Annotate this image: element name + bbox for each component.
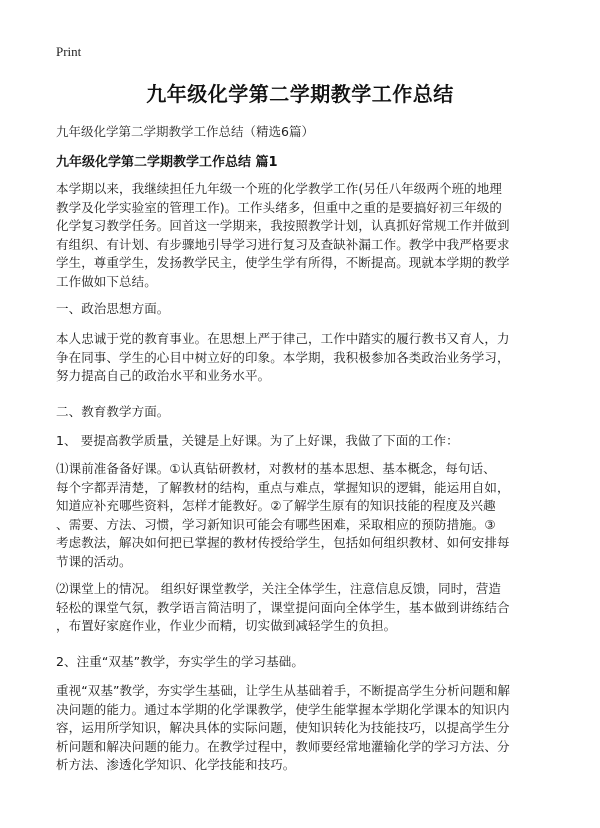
text-line: 努力提高自己的政治水平和业务水平。 bbox=[56, 368, 271, 384]
text-line: 化学复习教学任务。回首这一学期来，我按照教学计划，认真抓好常规工作并做到 bbox=[56, 218, 510, 234]
text-line: 决问题的能力。通过本学期的化学课教学，使学生能掌握本学期化学课本的知识内 bbox=[56, 701, 510, 717]
preparation-paragraph bbox=[56, 460, 556, 572]
text-line: 学生，尊重学生，发扬教学民主，使学生学有所得，不断提高。现就本学期的教学 bbox=[56, 255, 510, 271]
intro-paragraph bbox=[56, 180, 556, 292]
politics-heading: 一、政治思想方面。 bbox=[56, 301, 170, 316]
text-line: 工作做如下总结。 bbox=[56, 273, 157, 289]
text-line: 容，运用所学知识，解决具体的实际问题，使知识转化为技能技巧，以提高学生分 bbox=[56, 720, 510, 736]
document-title: 九年级化学第二学期教学工作总结 bbox=[146, 82, 454, 106]
text-line: ⑵课堂上的情况。 组织好课堂教学，关注全体学生，注意信息反馈，同时，营造 bbox=[56, 581, 502, 596]
text-line: 争在同事、学生的心目中树立好的印象。本学期，我积极参加各类政治业务学习， bbox=[56, 349, 510, 365]
section-heading: 九年级化学第二学期教学工作总结 篇1 bbox=[56, 155, 278, 170]
item-one: 1、 要提高教学质量，关键是上好课。为了上好课，我做了下面的工作： bbox=[56, 433, 459, 448]
text-line: 轻松的课堂气氛，教学语言简洁明了，课堂提问面向全体学生，基本做到讲练结合 bbox=[56, 599, 510, 615]
text-line: 本人忠诚于党的教育事业。在思想上严于律己，工作中踏实的履行教书又育人，力 bbox=[56, 331, 510, 346]
item-two: 2、注重“双基”教学，夯实学生的学习基础。 bbox=[56, 654, 305, 669]
politics-paragraph bbox=[56, 330, 556, 386]
print-link[interactable]: Print bbox=[56, 44, 82, 59]
teaching-heading: 二、教育教学方面。 bbox=[56, 404, 170, 419]
text-line: 节课的活动。 bbox=[56, 553, 132, 569]
text-line: 知道应补充哪些资料，怎样才能教好。②了解学生原有的知识技能的程度及兴趣 bbox=[56, 498, 496, 514]
text-line: 教学及化学实验室的管理工作)。工作头绪多，但重中之重的是要搞好初三年级的 bbox=[56, 199, 502, 215]
text-line: 析问题和解决问题的能力。在教学过程中，教师要经常地灌输化学的学习方法、分 bbox=[56, 738, 510, 754]
text-line: 有组织、有计划、有步骤地引导学习进行复习及查缺补漏工作。教学中我严格要求 bbox=[56, 236, 510, 252]
text-line: 考虑教法，解决如何把已掌握的教材传授给学生，包括如何组织教材、如何安排每 bbox=[56, 535, 510, 551]
text-line: 每个字都弄清楚，了解教材的结构，重点与难点，掌握知识的逻辑，能运用自如， bbox=[56, 479, 510, 495]
document-subtitle: 九年级化学第二学期教学工作总结（精选6篇） bbox=[56, 124, 314, 139]
text-line: 析方法、渗透化学知识、化学技能和技巧。 bbox=[56, 757, 296, 773]
text-line: 重视“双基”教学，夯实学生基础，让学生从基础着手，不断提高学生分析问题和解 bbox=[56, 683, 511, 698]
text-line: 、需要、方法、习惯，学习新知识可能会有哪些困难，采取相应的预防措施。③ bbox=[56, 516, 496, 532]
basics-paragraph bbox=[56, 682, 556, 775]
classroom-paragraph bbox=[56, 580, 556, 636]
text-line: ，布置好家庭作业，作业少而精，切实做到减轻学生的负担。 bbox=[56, 618, 397, 634]
text-line: ⑴课前准备备好课。①认真钻研教材，对教材的基本思想、基本概念，每句话、 bbox=[56, 461, 496, 476]
text-line: 本学期以来，我继续担任九年级一个班的化学教学工作(另任八年级两个班的地理 bbox=[56, 181, 502, 196]
